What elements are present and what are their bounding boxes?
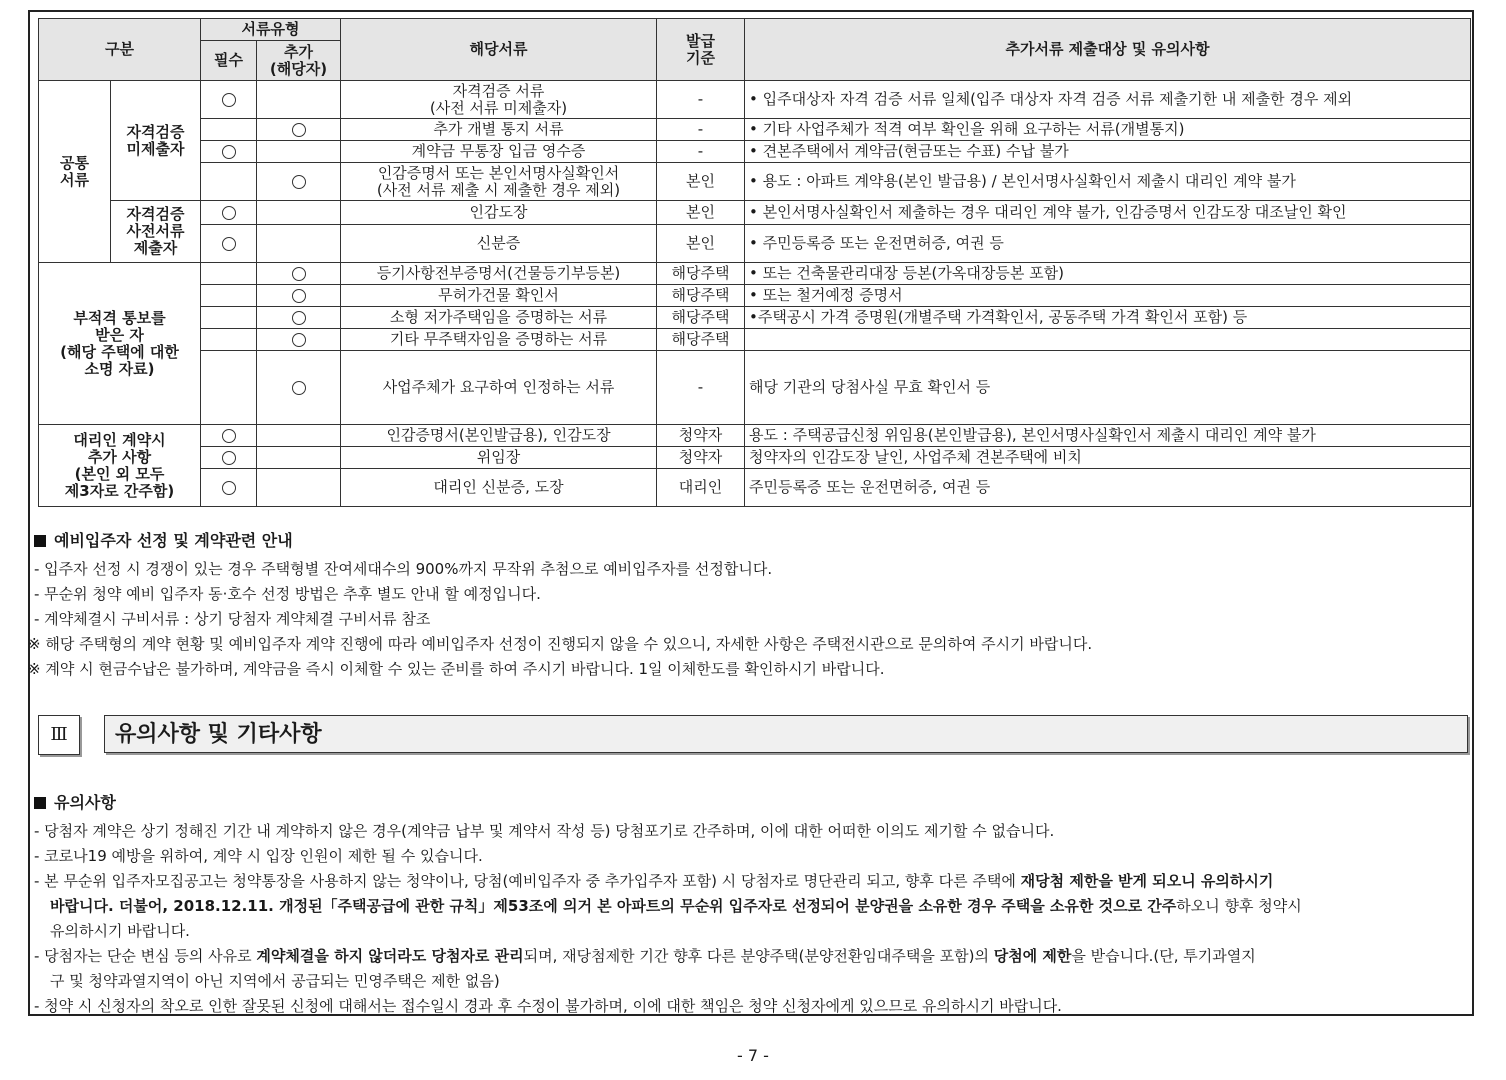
caution-emphasis: 계약체결을 하지 않더라도 당첨자로 관리	[256, 947, 524, 965]
header-issuer: 발급 기준	[657, 19, 745, 81]
chapter-header	[38, 715, 1470, 757]
additional-mark	[292, 381, 306, 395]
additional-mark	[292, 267, 306, 281]
reserve-line: ※ 해당 주택형의 계약 현황 및 예비입주자 계약 진행에 따라 예비입주자 선정이 진행되지 않을 수 있으니, 자세한 사항은 주택전시관으로 문의하여 주시기 바랍니다.	[28, 635, 1093, 653]
document-frame	[28, 10, 1474, 1016]
required-mark	[222, 429, 236, 443]
issuer-cell: 해당주택	[657, 307, 745, 329]
group-proxy: 대리인 계약시 추가 사항 (본인 외 모두 제3자로 간주함)	[39, 425, 201, 507]
additional-mark	[292, 333, 306, 347]
doc-cell: 사업주체가 요구하여 인정하는 서류	[341, 351, 657, 425]
doc-cell: 인감증명서(본인발급용), 인감도장	[341, 425, 657, 447]
documents-table	[38, 18, 1471, 507]
doc-cell: 추가 개별 통지 서류	[341, 119, 657, 141]
table-row	[39, 469, 1471, 507]
issuer-cell: 청약자	[657, 425, 745, 447]
chapter-title: 유의사항 및 기타사항	[104, 715, 1468, 753]
header-doc-type: 서류유형	[201, 19, 341, 41]
header-additional: 추가 (해당자)	[257, 41, 341, 81]
note-cell: 해당 기관의 당첨사실 무효 확인서 등	[745, 351, 1471, 425]
required-mark	[222, 206, 236, 220]
table-row	[39, 163, 1471, 201]
reserve-line: - 입주자 선정 시 경쟁이 있는 경우 주택형별 잔여세대수의 900%까지 무작위 추첨으로 예비입주자를 선정합니다.	[34, 560, 773, 578]
caution-text: 을 받습니다.(단, 투기과열지	[1071, 947, 1256, 965]
issuer-cell: -	[657, 141, 745, 163]
issuer-cell: 대리인	[657, 469, 745, 507]
group-not-submitted: 자격검증 미제출자	[111, 81, 201, 201]
note-cell: • 기타 사업주체가 적격 여부 확인을 위해 요구하는 서류(개별통지)	[745, 119, 1471, 141]
reserve-section	[28, 528, 1093, 682]
issuer-cell: 해당주택	[657, 263, 745, 285]
issuer-cell: -	[657, 351, 745, 425]
reserve-heading: 예비입주자 선정 및 계약관련 안내	[54, 531, 293, 550]
table-row	[39, 119, 1471, 141]
group-pre-submitted: 자격검증 사전서류 제출자	[111, 201, 201, 263]
issuer-cell: -	[657, 81, 745, 119]
table-row	[39, 285, 1471, 307]
doc-cell: 계약금 무통장 입금 영수증	[341, 141, 657, 163]
doc-cell: 자격검증 서류 (사전 서류 미제출자)	[341, 81, 657, 119]
header-category: 구분	[39, 19, 201, 81]
reserve-line: - 계약체결시 구비서류 : 상기 당첨자 계약체결 구비서류 참조	[34, 610, 431, 628]
reserve-line: - 무순위 청약 예비 입주자 동·호수 선정 방법은 추후 별도 안내 할 예정입니다.	[34, 585, 541, 603]
caution-text: - 본 무순위 입주자모집공고는 청약통장을 사용하지 않는 청약이나, 당첨(예비입주자 중 추가입주자 포함) 시 당첨자로 명단관리 되고, 향후 다른 주택에	[34, 872, 1021, 890]
doc-cell: 소형 저가주택임을 증명하는 서류	[341, 307, 657, 329]
required-mark	[222, 237, 236, 251]
issuer-cell: 해당주택	[657, 329, 745, 351]
issuer-cell: 본인	[657, 225, 745, 263]
reserve-line: ※ 계약 시 현금수납은 불가하며, 계약금을 즉시 이체할 수 있는 준비를 하여 주시기 바랍니다. 1일 이체한도를 확인하시기 바랍니다.	[28, 660, 885, 678]
doc-cell: 등기사항전부증명서(건물등기부등본)	[341, 263, 657, 285]
square-bullet-icon	[34, 535, 46, 547]
group-ineligible: 부적격 통보를 받은 자 (해당 주택에 대한 소명 자료)	[39, 263, 201, 425]
cautions-section	[34, 790, 1302, 1019]
note-cell: • 주민등록증 또는 운전면허증, 여권 등	[745, 225, 1471, 263]
table-row	[39, 81, 1471, 119]
additional-mark	[292, 123, 306, 137]
caution-text: - 당첨자는 단순 변심 등의 사유로	[34, 947, 257, 965]
header-required: 필수	[201, 41, 257, 81]
caution-line: - 청약 시 신청자의 착오로 인한 잘못된 신청에 대해서는 접수일시 경과 후 수정이 불가하며, 이에 대한 책임은 청약 신청자에게 있으므로 유의하시기 바랍니다.	[34, 997, 1062, 1015]
additional-mark	[292, 289, 306, 303]
caution-emphasis: 재당첨 제한을 받게 되오니 유의하시기	[1020, 872, 1274, 890]
note-cell: • 용도 : 아파트 계약용(본인 발급용) / 본인서명사실확인서 제출시 대리인 계약 불가	[745, 163, 1471, 201]
issuer-cell: 해당주택	[657, 285, 745, 307]
table-row	[39, 225, 1471, 263]
doc-cell: 대리인 신분증, 도장	[341, 469, 657, 507]
note-cell: • 견본주택에서 계약금(현금또는 수표) 수납 불가	[745, 141, 1471, 163]
issuer-cell: 본인	[657, 163, 745, 201]
caution-line: - 당첨자 계약은 상기 정해진 기간 내 계약하지 않은 경우(계약금 납부 및 계약서 작성 등) 당첨포기로 간주하며, 이에 대한 어떠한 이의도 제기할 수 없습니다.	[34, 822, 1055, 840]
caution-line: - 코로나19 예방을 위하여, 계약 시 입장 인원이 제한 될 수 있습니다.	[34, 847, 483, 865]
issuer-cell: 청약자	[657, 447, 745, 469]
table-row	[39, 351, 1471, 425]
caution-text: 하오니 향후 청약시	[1176, 897, 1302, 915]
table-row	[39, 141, 1471, 163]
caution-emphasis: 바랍니다. 더불어, 2018.12.11. 개정된「주택공급에 관한 규칙」제53조에 의거 본 아파트의 무순위 입주자로 선정되어 분양권을 소유한 경우 주택을 소유한 것으로 간주	[50, 897, 1177, 915]
table-row	[39, 307, 1471, 329]
square-bullet-icon	[34, 797, 46, 809]
required-mark	[222, 451, 236, 465]
caution-line	[34, 944, 1302, 969]
header-document: 해당서류	[341, 19, 657, 81]
required-mark	[222, 481, 236, 495]
table-row	[39, 447, 1471, 469]
note-cell: 용도 : 주택공급신청 위임용(본인발급용), 본인서명사실확인서 제출시 대리인 계약 불가	[745, 425, 1471, 447]
table-row	[39, 425, 1471, 447]
chapter-number: Ⅲ	[38, 715, 80, 755]
group-common: 공통 서류	[39, 81, 111, 263]
note-cell	[745, 329, 1471, 351]
note-cell: • 본인서명사실확인서 제출하는 경우 대리인 계약 불가, 인감증명서 인감도장 대조날인 확인	[745, 201, 1471, 225]
issuer-cell: 본인	[657, 201, 745, 225]
note-cell: 청약자의 인감도장 날인, 사업주체 견본주택에 비치	[745, 447, 1471, 469]
doc-cell: 인감증명서 또는 본인서명사실확인서 (사전 서류 제출 시 제출한 경우 제외)	[341, 163, 657, 201]
cautions-heading: 유의사항	[54, 793, 116, 812]
caution-emphasis: 당첨에 제한	[993, 947, 1072, 965]
issuer-cell: -	[657, 119, 745, 141]
caution-line	[34, 894, 1302, 919]
caution-text: 되며, 재당첨제한 기간 향후 다른 분양주택(분양전환임대주택을 포함)의	[523, 947, 994, 965]
note-cell: • 입주대상자 자격 검증 서류 일체(입주 대상자 자격 검증 서류 제출기한 내 제출한 경우 제외	[745, 81, 1471, 119]
table-row	[39, 263, 1471, 285]
table-row	[39, 201, 1471, 225]
required-mark	[222, 145, 236, 159]
caution-line: 구 및 청약과열지역이 아닌 지역에서 공급되는 민영주택은 제한 없음)	[50, 972, 500, 990]
page-number: - 7 -	[737, 1046, 769, 1065]
additional-mark	[292, 311, 306, 325]
doc-cell: 기타 무주택자임을 증명하는 서류	[341, 329, 657, 351]
doc-cell: 무허가건물 확인서	[341, 285, 657, 307]
doc-cell: 위임장	[341, 447, 657, 469]
note-cell: •주택공시 가격 증명원(개별주택 가격확인서, 공동주택 가격 확인서 포함) 등	[745, 307, 1471, 329]
table-row	[39, 329, 1471, 351]
note-cell: • 또는 철거예정 증명서	[745, 285, 1471, 307]
note-cell: 주민등록증 또는 운전면허증, 여권 등	[745, 469, 1471, 507]
note-cell: • 또는 건축물관리대장 등본(가옥대장등본 포함)	[745, 263, 1471, 285]
caution-line: 유의하시기 바랍니다.	[50, 922, 190, 940]
additional-mark	[292, 175, 306, 189]
required-mark	[222, 93, 236, 107]
caution-line	[34, 869, 1302, 894]
doc-cell: 신분증	[341, 225, 657, 263]
doc-cell: 인감도장	[341, 201, 657, 225]
header-notes: 추가서류 제출대상 및 유의사항	[745, 19, 1471, 81]
